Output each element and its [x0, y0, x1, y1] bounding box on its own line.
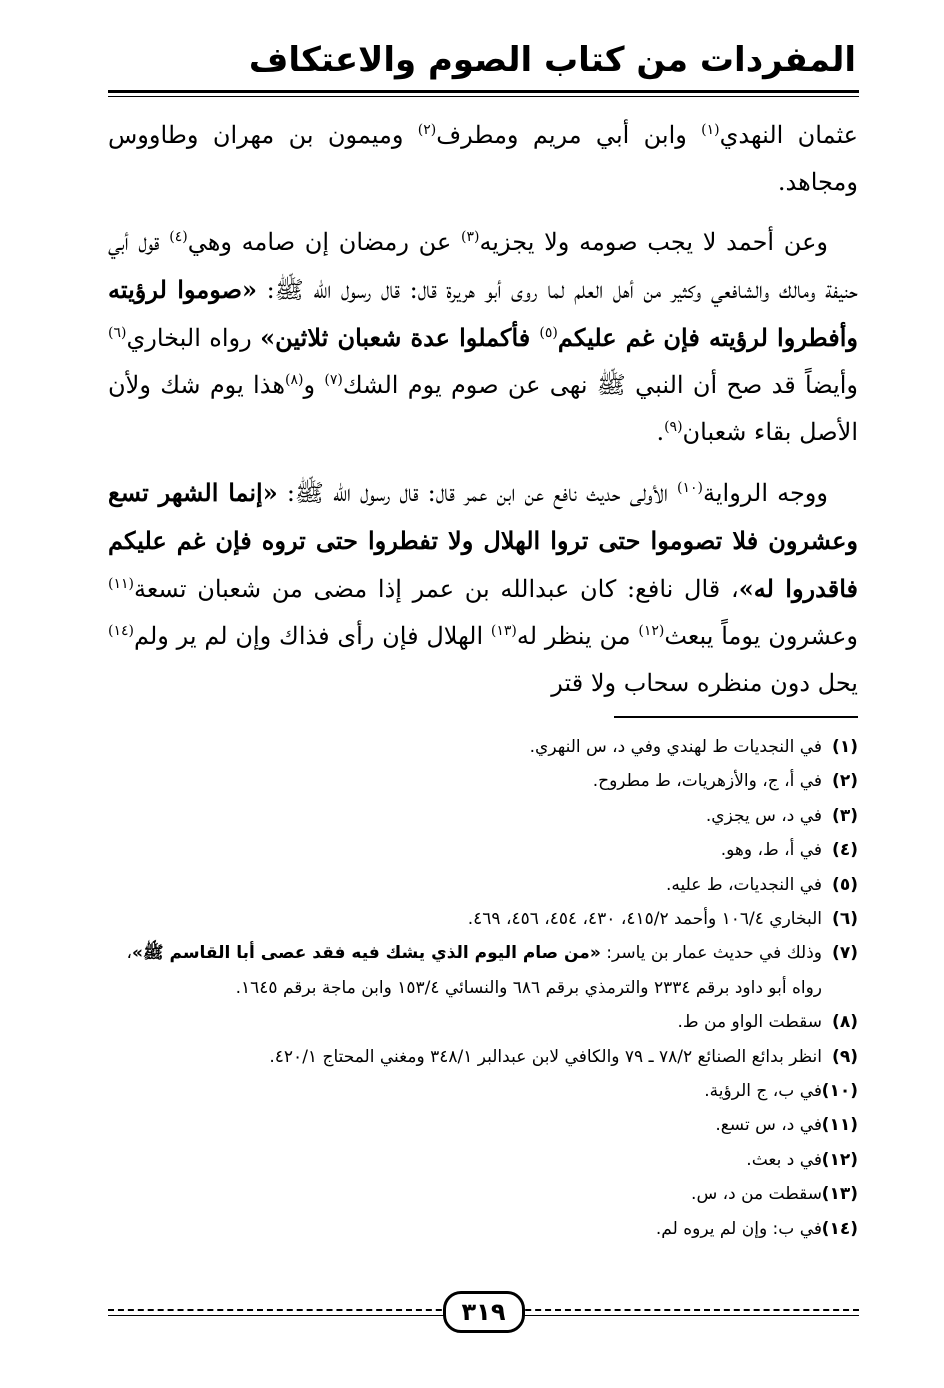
- text-run: وميمون بن مهران وطاووس ومجاهد.: [108, 121, 858, 196]
- text-run: ووجه الرواية: [702, 479, 828, 507]
- footnote-item: [108, 764, 858, 798]
- footnote-ref: (١٢): [638, 623, 665, 639]
- footnote-number: (٥): [832, 874, 858, 895]
- footnote-number: (٧): [832, 943, 858, 964]
- footnote-number: (١٢): [821, 1149, 858, 1170]
- footnote-item: [108, 1177, 858, 1211]
- page-number: ٣١٩: [443, 1291, 525, 1333]
- footnote-text: في أ، ط، وهو.: [720, 840, 822, 861]
- text-run: الهلال فإن رأى فذاك وإن لم ير ولم: [133, 622, 491, 650]
- hadith-quote: «إنما الشهر تسع وعشرون فلا تصوموا حتى تروا الهلال ولا تفطروا حتى تروه فإن غم عليكم فاقدروا له»: [108, 478, 858, 603]
- footnote-text: سقطت من د، س.: [691, 1184, 822, 1205]
- text-run: قول أبي حنيفة ومالك والشافعي وكثير من أهل العلم لما روى أبو هريرة قال: قال رسول الله ﷺ:: [108, 228, 858, 304]
- paragraph-3: [108, 469, 858, 707]
- footnote-number: (١٠): [821, 1081, 858, 1102]
- hadith-quote: «من صام اليوم الذي يشك فيه فقد عصى أبا القاسم ﷺ»: [132, 943, 601, 964]
- footnote-number: (٤): [832, 840, 858, 861]
- footnote-ref: (٧): [324, 372, 343, 388]
- footnote-ref: (٣): [460, 229, 480, 245]
- text-run: عثمان النهدي: [719, 121, 858, 149]
- footnote-ref: (١٤): [108, 623, 134, 639]
- footnote-ref: (٩): [664, 419, 683, 435]
- footnote-ref: (٨): [284, 372, 304, 388]
- text-run: هذا يوم شك ولأن الأصل بقاء شعبان: [108, 371, 858, 446]
- text-run: وعن أحمد لا يجب صومه ولا يجزيه: [479, 228, 828, 256]
- page-footer: [108, 1288, 859, 1332]
- footnote-number: (٣): [832, 805, 858, 826]
- footnote-item: [108, 1108, 858, 1142]
- footnote-item: [108, 730, 858, 764]
- footnote-ref: (١): [701, 122, 720, 138]
- text-run: و: [303, 371, 325, 399]
- footnote-text: سقطت الواو من ط.: [677, 1012, 822, 1033]
- footnote-number: (٦): [832, 909, 858, 930]
- footnote-number: (٨): [832, 1012, 858, 1033]
- text-run: عن رمضان إن صامه وهي: [187, 228, 461, 256]
- footnote-text: البخاري ١٠٦/٤ وأحمد ٤١٥/٢، ٤٣٠، ٤٥٤، ٤٥٦، ٤٦٩.: [467, 909, 822, 930]
- footnote-item: [108, 936, 858, 1005]
- footnote-text: في ب، ج الرؤية.: [704, 1081, 822, 1102]
- text-run: ، قال نافع: كان عبدالله بن عمر إذا مضى من شعبان تسعة: [133, 575, 739, 603]
- footnotes: [108, 730, 858, 1246]
- text-run: وابن أبي مريم ومطرف: [436, 121, 702, 149]
- footnote-text: في ب: وإن لم يروه لم.: [655, 1218, 822, 1239]
- footnote-item: [108, 833, 858, 867]
- footnote-text: في أ، ج، والأزهريات، ط مطروح.: [592, 771, 822, 792]
- footnote-number: (٢): [832, 771, 858, 792]
- footnote-ref: (٢): [417, 122, 437, 138]
- text-run: يحل دون منظره سحاب ولا قتر: [551, 669, 858, 697]
- footnote-item: [108, 1005, 858, 1039]
- main-text: [108, 112, 858, 720]
- footnote-number: (١): [832, 737, 858, 757]
- header-rule-thin: [108, 96, 859, 97]
- footnote-item: [108, 1143, 858, 1177]
- footnote-item: [108, 1212, 858, 1246]
- text-run: .: [656, 418, 665, 446]
- footnote-text-run: وذلك في حديث عمار بن ياسر:: [600, 943, 822, 964]
- hadith-quote: «صوموا لرؤيته وأفطروا لرؤيته فإن غم عليكم: [108, 275, 858, 352]
- footnote-ref: (٦): [108, 325, 127, 341]
- footnote-item: [108, 799, 858, 833]
- text-run: الأولى حديث نافع عن ابن عمر قال: قال رسول الله ﷺ:: [277, 479, 677, 507]
- paragraph-2: [108, 219, 858, 456]
- footnote-number: (١٤): [821, 1218, 858, 1239]
- text-run: وعشرون يوماً يبعث: [664, 622, 858, 650]
- footnote-text: انظر بدائع الصنائع ٧٨/٢ ـ ٧٩ والكافي لابن عبدالبر ٣٤٨/١ ومغني المحتاج ٤٢٠/١.: [269, 1046, 822, 1067]
- footnote-ref: (١٣): [490, 623, 517, 639]
- footnote-number: (١١): [821, 1115, 858, 1136]
- footnote-item: [108, 1040, 858, 1074]
- footnote-text: في د بعث.: [746, 1149, 822, 1170]
- footnote-separator: [614, 716, 858, 718]
- text-run: وأيضاً قد صح أن النبي ﷺ نهى عن صوم يوم الشك: [342, 371, 859, 399]
- footnote-item: [108, 902, 858, 936]
- footnote-ref: (٥): [539, 325, 558, 341]
- text-run: من ينظر له: [516, 622, 639, 650]
- paragraph-1: [108, 112, 858, 206]
- footnote-item: [108, 868, 858, 902]
- running-header-title: المفردات من كتاب الصوم والاعتكاف: [248, 40, 856, 80]
- footnote-ref: (١٠): [677, 480, 703, 496]
- footnote-text: في النجديات، ط عليه.: [666, 874, 822, 895]
- footnote-text: في النجديات ط لهندي وفي د، س النهري.: [529, 737, 822, 757]
- footnote-text-run: ، رواه أبو داود برقم ٢٣٣٤ والترمذي برقم ٦٨٦ والنسائي ١٥٣/٤ وابن ماجة برقم ١٦٤٥.: [126, 943, 822, 998]
- footnote-number: (٩): [832, 1046, 858, 1067]
- footnote-text: في د، س تسع.: [715, 1115, 822, 1136]
- footnote-number: (١٣): [821, 1184, 858, 1205]
- footnote-ref: (٤): [169, 229, 188, 245]
- footnote-text: [108, 936, 822, 1005]
- hadith-quote: فأكملوا عدة شعبان ثلاثين»: [260, 323, 540, 352]
- footnote-text: في د، س يجزي.: [705, 805, 822, 826]
- header-rule: [108, 90, 859, 93]
- footnote-ref: (١١): [108, 576, 134, 592]
- text-run: رواه البخاري: [126, 324, 261, 352]
- footnote-item: [108, 1074, 858, 1108]
